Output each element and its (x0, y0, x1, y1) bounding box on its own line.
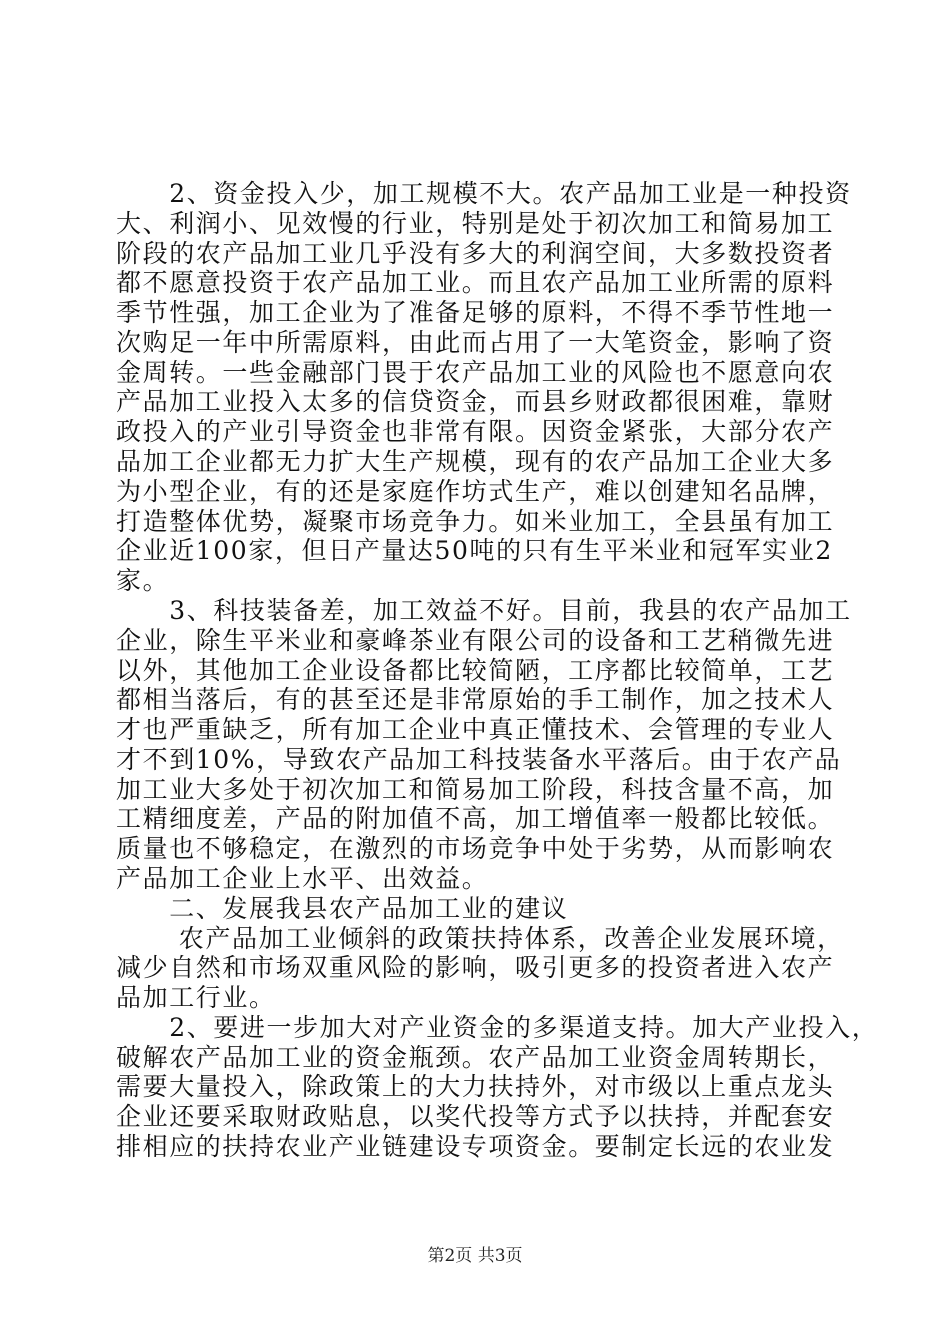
paragraph-line: 为小型企业，有的还是家庭作坊式生产，难以创建知名品牌， (116, 477, 835, 506)
paragraph-line: 需要大量投入，除政策上的大力扶持外，对市级以上重点龙头 (116, 1072, 835, 1101)
paragraph-line: 都不愿意投资于农产品加工业。而且农产品加工业所需的原料 (116, 268, 835, 297)
paragraph-line: 2、要进一步加大对产业资金的多渠道支持。加大产业投入， (116, 1013, 879, 1042)
paragraph-line: 破解农产品加工业的资金瓶颈。农产品加工业资金周转期长， (116, 1043, 835, 1072)
paragraph-line: 才也严重缺乏，所有加工企业中真正懂技术、会管理的专业人 (116, 715, 835, 744)
page-number-footer: 第2页 共3页 (427, 1246, 523, 1266)
paragraph-line: 产品加工企业上水平、出效益。 (116, 864, 489, 893)
paragraph-line: 企业近100家，但日产量达50吨的只有生平米业和冠军实业2 (116, 536, 833, 565)
paragraph-line: 质量也不够稳定，在激烈的市场竞争中处于劣势，从而影响农 (116, 834, 835, 863)
paragraph-line: 金周转。一些金融部门畏于农产品加工业的风险也不愿意向农 (116, 358, 835, 387)
paragraph-line: 工精细度差，产品的附加值不高，加工增值率一般都比较低。 (116, 804, 835, 833)
paragraph-line: 品加工行业。 (116, 983, 276, 1012)
paragraph-line: 3、科技装备差，加工效益不好。目前，我县的农产品加工 (116, 596, 852, 625)
paragraph-line: 以外，其他加工企业设备都比较简陋，工序都比较简单，工艺 (116, 656, 835, 685)
paragraph-line: 家。 (116, 566, 170, 595)
section-heading: 二、发展我县农产品加工业的建议 (116, 894, 569, 923)
paragraph-line: 阶段的农产品加工业几乎没有多大的利润空间，大多数投资者 (116, 239, 835, 268)
paragraph-line: 农产品加工业倾斜的政策扶持体系，改善企业发展环境， (116, 924, 844, 953)
paragraph-line: 大、利润小、见效慢的行业，特别是处于初次加工和简易加工 (116, 209, 835, 238)
paragraph-line: 企业，除生平米业和豪峰茶业有限公司的设备和工艺稍微先进 (116, 626, 835, 655)
paragraph-line: 才不到10%，导致农产品加工科技装备水平落后。由于农产品 (116, 745, 842, 774)
paragraph-line: 打造整体优势，凝聚市场竞争力。如米业加工，全县虽有加工 (116, 507, 835, 536)
paragraph-line: 企业还要采取财政贴息，以奖代投等方式予以扶持，并配套安 (116, 1102, 835, 1131)
paragraph-line: 品加工企业都无力扩大生产规模，现有的农产品加工企业大多 (116, 447, 835, 476)
paragraph-line: 季节性强，加工企业为了准备足够的原料，不得不季节性地一 (116, 298, 835, 327)
paragraph-line: 减少自然和市场双重风险的影响，吸引更多的投资者进入农产 (116, 953, 835, 982)
paragraph-line: 政投入的产业引导资金也非常有限。因资金紧张，大部分农产 (116, 417, 835, 446)
paragraph-line: 都相当落后，有的甚至还是非常原始的手工制作，加之技术人 (116, 685, 835, 714)
paragraph-line: 排相应的扶持农业产业链建设专项资金。要制定长远的农业发 (116, 1132, 835, 1161)
paragraph-line: 次购足一年中所需原料，由此而占用了一大笔资金，影响了资 (116, 328, 835, 357)
paragraph-line: 2、资金投入少，加工规模不大。农产品加工业是一种投资 (116, 179, 852, 208)
paragraph-line: 加工业大多处于初次加工和简易加工阶段，科技含量不高，加 (116, 775, 835, 804)
paragraph-line: 产品加工业投入太多的信贷资金，而县乡财政都很困难，靠财 (116, 387, 835, 416)
